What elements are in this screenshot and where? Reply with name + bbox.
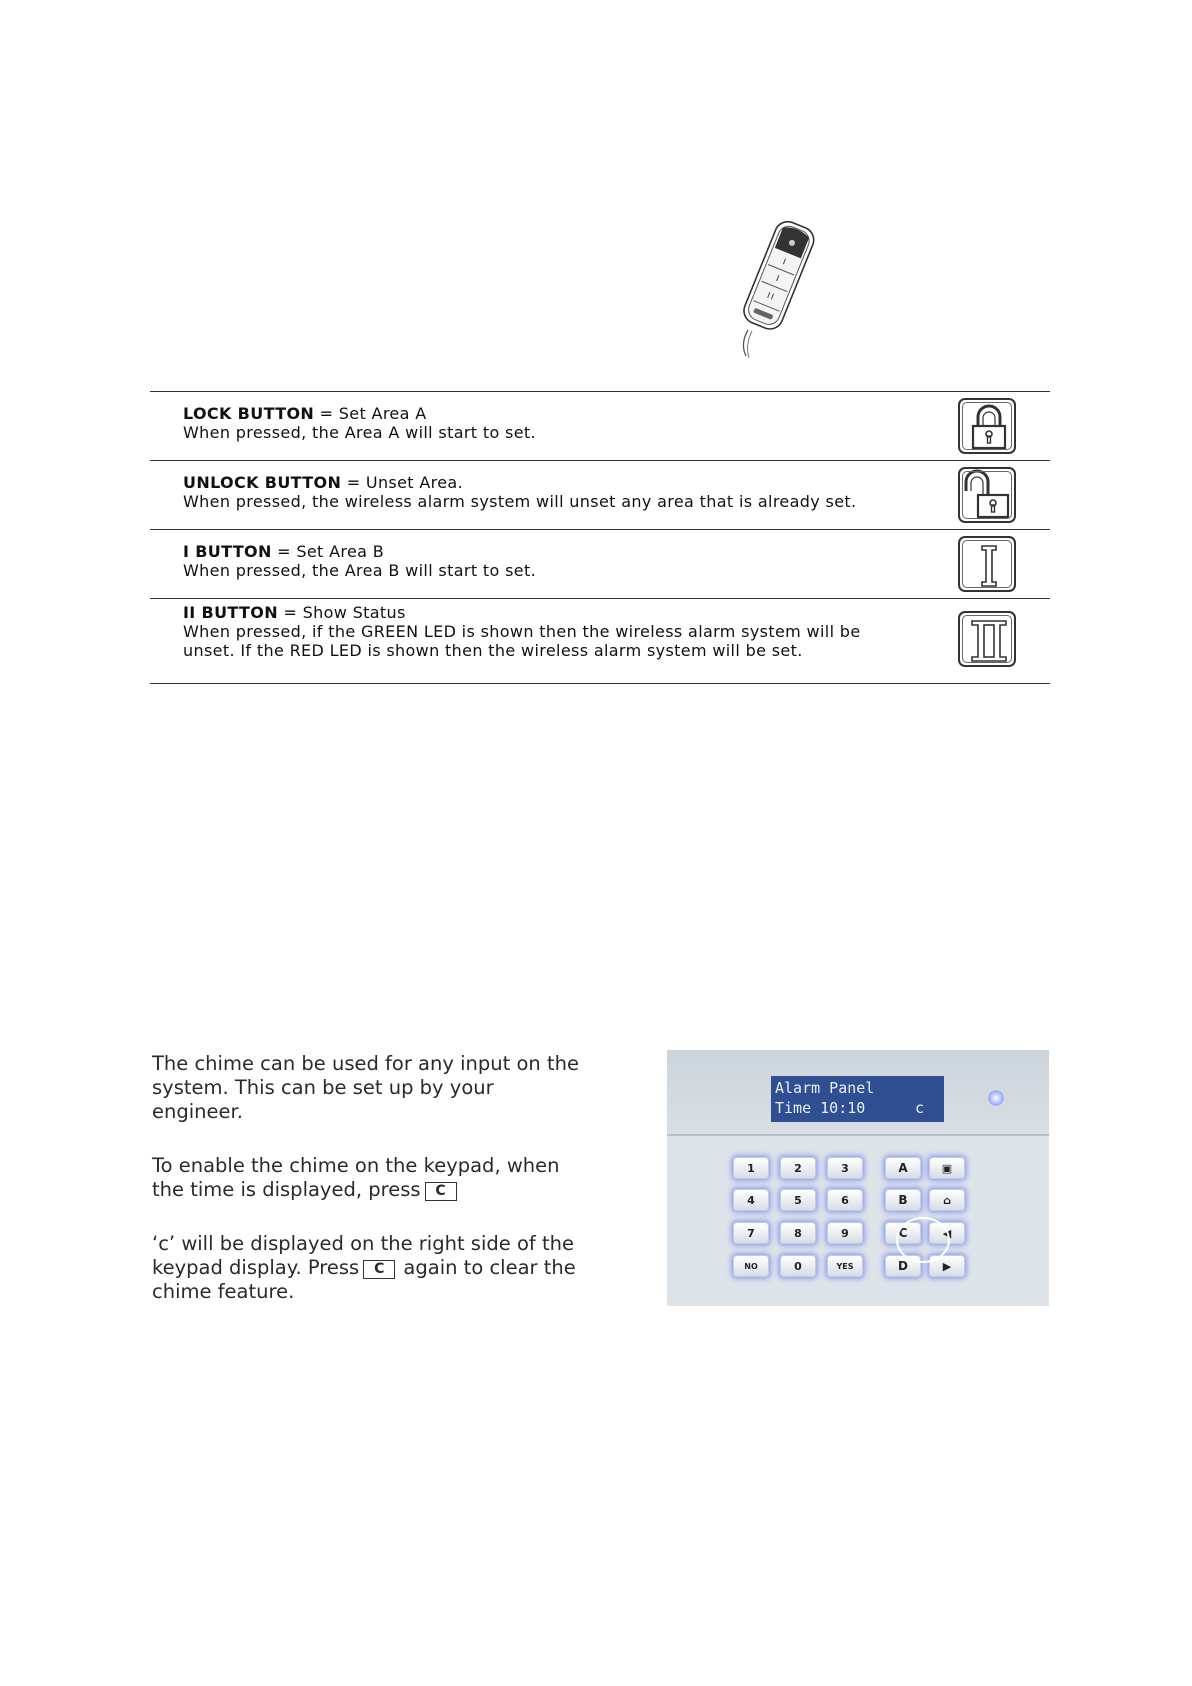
chime-paragraph-2: To enable the chime on the keypad, when the time is displayed, press C xyxy=(152,1154,560,1201)
keypad-key-0-3[interactable]: A xyxy=(885,1157,921,1179)
chime-paragraph-3: ‘c’ will be displayed on the right side of the keypad display. Press C again to clear the chime feature. xyxy=(152,1232,576,1303)
button-function: = Set Area A xyxy=(319,404,427,423)
keypad-key-1-0[interactable]: 4 xyxy=(733,1189,769,1211)
keypad-key-1-2[interactable]: 6 xyxy=(827,1189,863,1211)
lock-closed-icon xyxy=(958,398,1016,454)
ii-button-row xyxy=(150,599,1050,684)
lcd-line-2: Time 10:10 xyxy=(775,1099,866,1117)
keypad-key-3-1[interactable]: 0 xyxy=(780,1255,816,1277)
keypad-lcd-display xyxy=(771,1076,944,1122)
keypad-key-3-3[interactable]: D xyxy=(885,1255,921,1277)
button-description: When pressed, if the GREEN LED is shown then the wireless alarm system will be unset. If the RED LED is shown then the wireless alarm system will be set. xyxy=(183,622,861,660)
button-function-table xyxy=(150,391,1050,684)
keypad-key-0-4[interactable]: ▣ xyxy=(929,1157,965,1179)
keypad-key-0-2[interactable]: 3 xyxy=(827,1157,863,1179)
c-key-icon: C xyxy=(425,1182,457,1201)
keypad-key-2-1[interactable]: 8 xyxy=(780,1222,816,1244)
lock-button-row xyxy=(150,392,1050,461)
roman-two-icon xyxy=(958,611,1016,667)
roman-one-icon xyxy=(958,536,1016,592)
lcd-line-1: Alarm Panel xyxy=(775,1079,875,1097)
button-name: I BUTTON xyxy=(183,542,272,561)
button-description: When pressed, the Area A will start to set. xyxy=(183,423,536,442)
chime-instructions xyxy=(152,1052,582,1334)
keypad-key-1-4[interactable]: ⌂ xyxy=(929,1189,965,1211)
c-key-icon: C xyxy=(363,1260,395,1279)
keypad-key-1-3[interactable]: B xyxy=(885,1189,921,1211)
button-function: = Set Area B xyxy=(277,542,385,561)
keypad-key-2-2[interactable]: 9 xyxy=(827,1222,863,1244)
keypad-key-1-1[interactable]: 5 xyxy=(780,1189,816,1211)
keypad-top-panel xyxy=(667,1050,1049,1136)
button-function: = Unset Area. xyxy=(346,473,464,492)
button-name: LOCK BUTTON xyxy=(183,404,315,423)
button-function: = Show Status xyxy=(283,603,406,622)
button-description: When pressed, the wireless alarm system will unset any area that is already set. xyxy=(183,492,857,511)
i-button-row xyxy=(150,530,1050,599)
highlight-circle xyxy=(896,1217,950,1263)
keypad-photo xyxy=(667,1050,1049,1306)
unlock-button-row xyxy=(150,461,1050,530)
chime-paragraph-1: The chime can be used for any input on the system. This can be set up by your engineer. xyxy=(152,1052,579,1123)
lock-open-icon xyxy=(958,467,1016,523)
keypad-key-0-0[interactable]: 1 xyxy=(733,1157,769,1179)
button-name: UNLOCK BUTTON xyxy=(183,473,342,492)
keypad-key-0-1[interactable]: 2 xyxy=(780,1157,816,1179)
keypad-key-2-4[interactable]: ◀ xyxy=(929,1222,965,1244)
keypad-key-2-0[interactable]: 7 xyxy=(733,1222,769,1244)
key-fob-illustration xyxy=(726,212,822,360)
keypad-led-icon xyxy=(988,1090,1004,1106)
keypad-key-2-3[interactable]: C xyxy=(885,1222,921,1244)
keypad-key-3-4[interactable]: ▶ xyxy=(929,1255,965,1277)
keypad-key-3-0[interactable]: NO xyxy=(733,1255,769,1277)
button-name: II BUTTON xyxy=(183,603,279,622)
keypad-key-3-2[interactable]: YES xyxy=(827,1255,863,1277)
button-description: When pressed, the Area B will start to set. xyxy=(183,561,537,580)
lcd-chime-indicator: c xyxy=(914,1099,924,1117)
